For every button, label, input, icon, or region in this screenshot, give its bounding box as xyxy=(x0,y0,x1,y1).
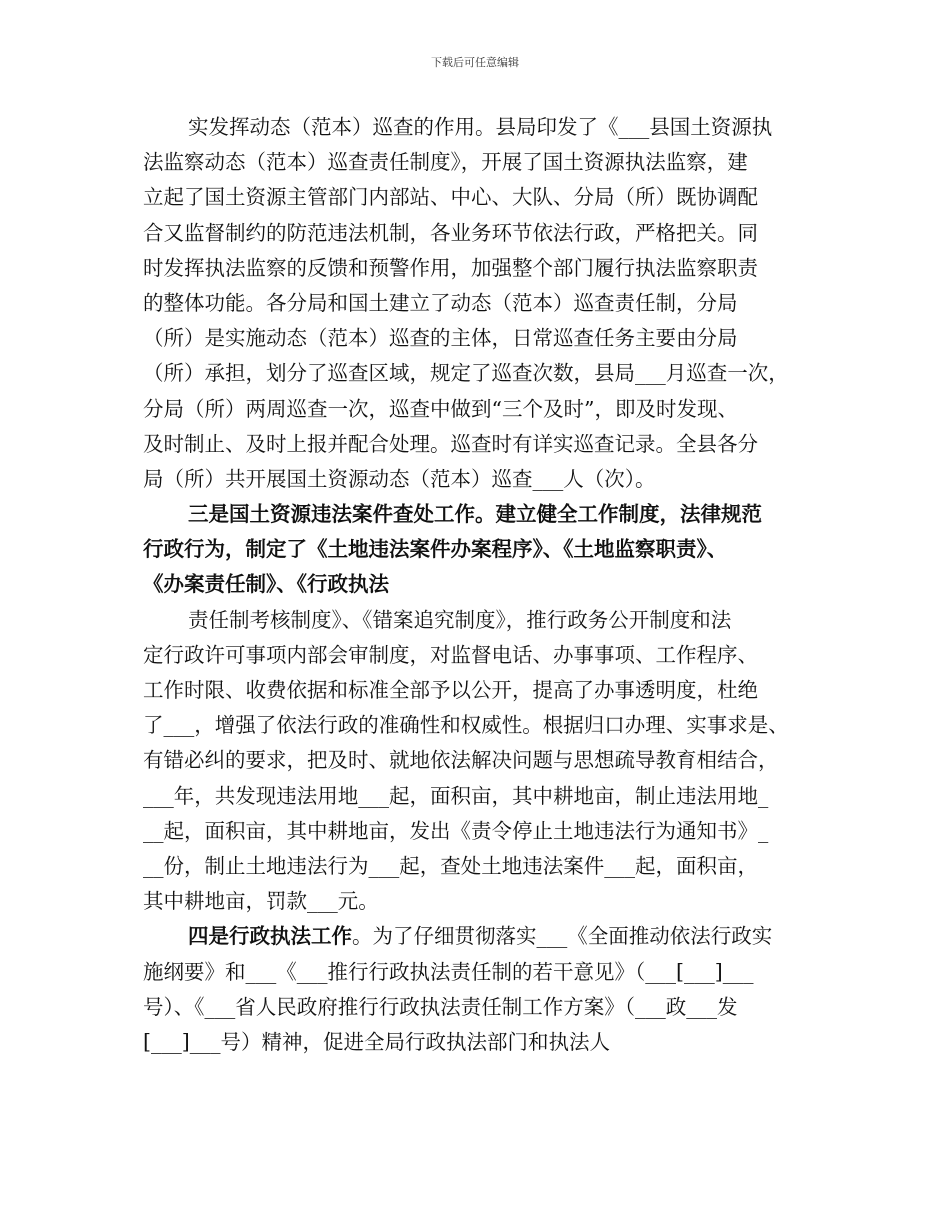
section-heading-line: 三是国土资源违法案件查处工作。建立健全工作制度，法律规范 xyxy=(188,502,762,527)
text-line: __起，面积亩，其中耕地亩，发出《责令停止土地违法行为通知书》_ xyxy=(143,818,769,843)
text-line: 定行政许可事项内部会审制度，对监督电话、办事事项、工作程序、 xyxy=(143,642,758,667)
text-line: 合又监督制约的防范违法机制，各业务环节依法行政，严格把关。同 xyxy=(143,220,758,245)
text-line: 立起了国土资源主管部门内部站、中心、大队、分局（所）既协调配 xyxy=(143,185,758,210)
text-line: 实发挥动态（范本）巡查的作用。县局印发了《___县国土资源执 xyxy=(188,115,773,139)
text-line: 其中耕地亩，罚款___元。 xyxy=(143,889,379,914)
text-line: 时发挥执法监察的反馈和预警作用，加强整个部门履行执法监察职责 xyxy=(143,255,758,280)
text-line: [___]___号）精神，促进全局行政执法部门和执法人 xyxy=(143,1029,610,1054)
text-line: 责任制考核制度》、《错案追究制度》，推行政务公开制度和法 xyxy=(188,607,732,632)
page-header: 下载后可任意编辑 xyxy=(431,56,519,69)
section-heading-line: 《办案责任制》、《行政执法 xyxy=(143,572,389,597)
paragraph-case-handling xyxy=(143,603,810,920)
text-line: 分局（所）两周巡查一次，巡查中做到“三个及时”，即及时发现、 xyxy=(143,396,738,421)
text-line: 法监察动态（范本）巡查责任制度》，开展了国土资源执法监察，建 xyxy=(143,150,748,175)
section-lead: 四是行政执法工作 xyxy=(188,924,352,949)
text-line: 有错必纠的要求，把及时、就地依法解决问题与思想疏导教育相结合， xyxy=(143,748,779,773)
text-line: （所）承担，划分了巡查区域，规定了巡查次数，县局___月巡查一次， xyxy=(143,361,789,386)
text-line: 号）、《___省人民政府推行行政执法责任制工作方案》（___政___发 xyxy=(143,994,738,1019)
text-line: 工作时限、收费依据和标准全部予以公开，提高了办事透明度，杜绝 xyxy=(143,678,758,702)
paragraph-inspection xyxy=(143,110,810,497)
paragraph-administrative-enforcement xyxy=(143,919,810,1060)
text-line: 局（所）共开展国土资源动态（范本）巡查___人（次）。 xyxy=(143,466,656,491)
text-line: 了___，增强了依法行政的准确性和权威性。根据归口办理、实事求是、 xyxy=(143,713,789,738)
text-line: 施纲要》和___《___推行行政执法责任制的若干意见》（___[___]___ xyxy=(143,959,754,984)
text-line: ___年，共发现违法用地___起，面积亩，其中耕地亩，制止违法用地_ xyxy=(143,783,769,808)
text-line: 及时制止、及时上报并配合处理。巡查时有详实巡查记录。全县各分 xyxy=(143,431,758,456)
text-line: __份，制止土地违法行为___起，查处土地违法案件___起，面积亩， xyxy=(143,853,758,878)
section-heading-line: 行政行为，制定了《土地违法案件办案程序》、《土地监察职责》、 xyxy=(143,537,728,562)
paragraph-case-handling-heading xyxy=(143,497,810,603)
section-lead-rest: 。为了仔细贯彻落实___《全面推动依法行政实 xyxy=(352,924,773,949)
text-line: 的整体功能。各分局和国土建立了动态（范本）巡查责任制，分局 xyxy=(143,290,738,315)
document-body xyxy=(143,110,810,1060)
text-line: （所）是实施动态（范本）巡查的主体，日常巡查任务主要由分局 xyxy=(143,326,738,351)
text-line xyxy=(143,919,810,954)
